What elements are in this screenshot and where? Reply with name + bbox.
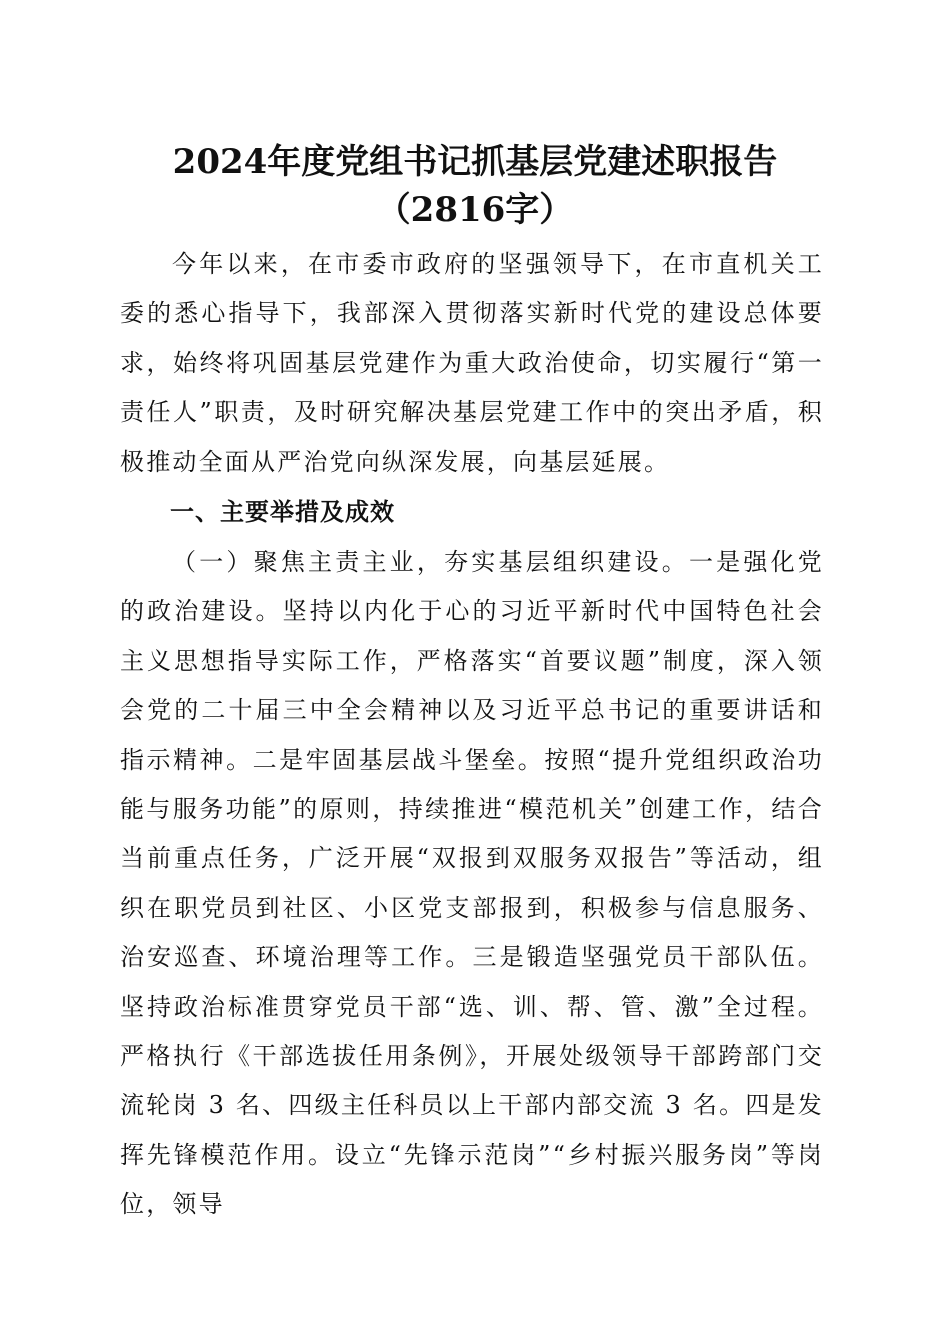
section-paragraph: （一）聚焦主责主业，夯实基层组织建设。一是强化党的政治建设。坚持以内化于心的习近平新时代中国特色社会主义思想指导实际工作，严格落实“首要议题”制度，深入领会党的二十届三中全会精神以及习近平总书记的重要讲话和指示精神。二是牢固基层战斗堡垒。按照“提升党组织政治功能与服务功能”的原则，持续推进“模范机关”创建工作，结合当前重点任务，广泛开展“双报到双服务双报告”等活动，组织在职党员到社区、小区党支部报到，积极参与信息服务、治安巡查、环境治理等工作。三是锻造坚强党员干部队伍。坚持政治标准贯穿党员干部“选、训、帮、管、激”全过程。严格执行《干部选拔任用条例》，开展处级领导干部跨部门交流轮岗 3 名、四级主任科员以上干部内部交流 3 名。四是发挥先锋模范作用。设立“先锋示范岗”“乡村振兴服务岗”等岗位，领导 — [120, 548, 824, 1219]
intro-paragraph: 今年以来，在市委市政府的坚强领导下，在市直机关工委的悉心指导下，我部深入贯彻落实新时代党的建设总体要求，始终将巩固基层党建作为重大政治使命，切实履行“第一责任人”职责，及时研究解决基层党建工作中的突出矛盾，积极推动全面从严治党向纵深发展，向基层延展。 — [120, 250, 824, 476]
section-heading: 一、主要举措及成效 — [170, 498, 395, 526]
document-subtitle: （2816字） — [376, 190, 574, 230]
document-title: 2024年度党组书记抓基层党建述职报告 — [172, 142, 778, 182]
